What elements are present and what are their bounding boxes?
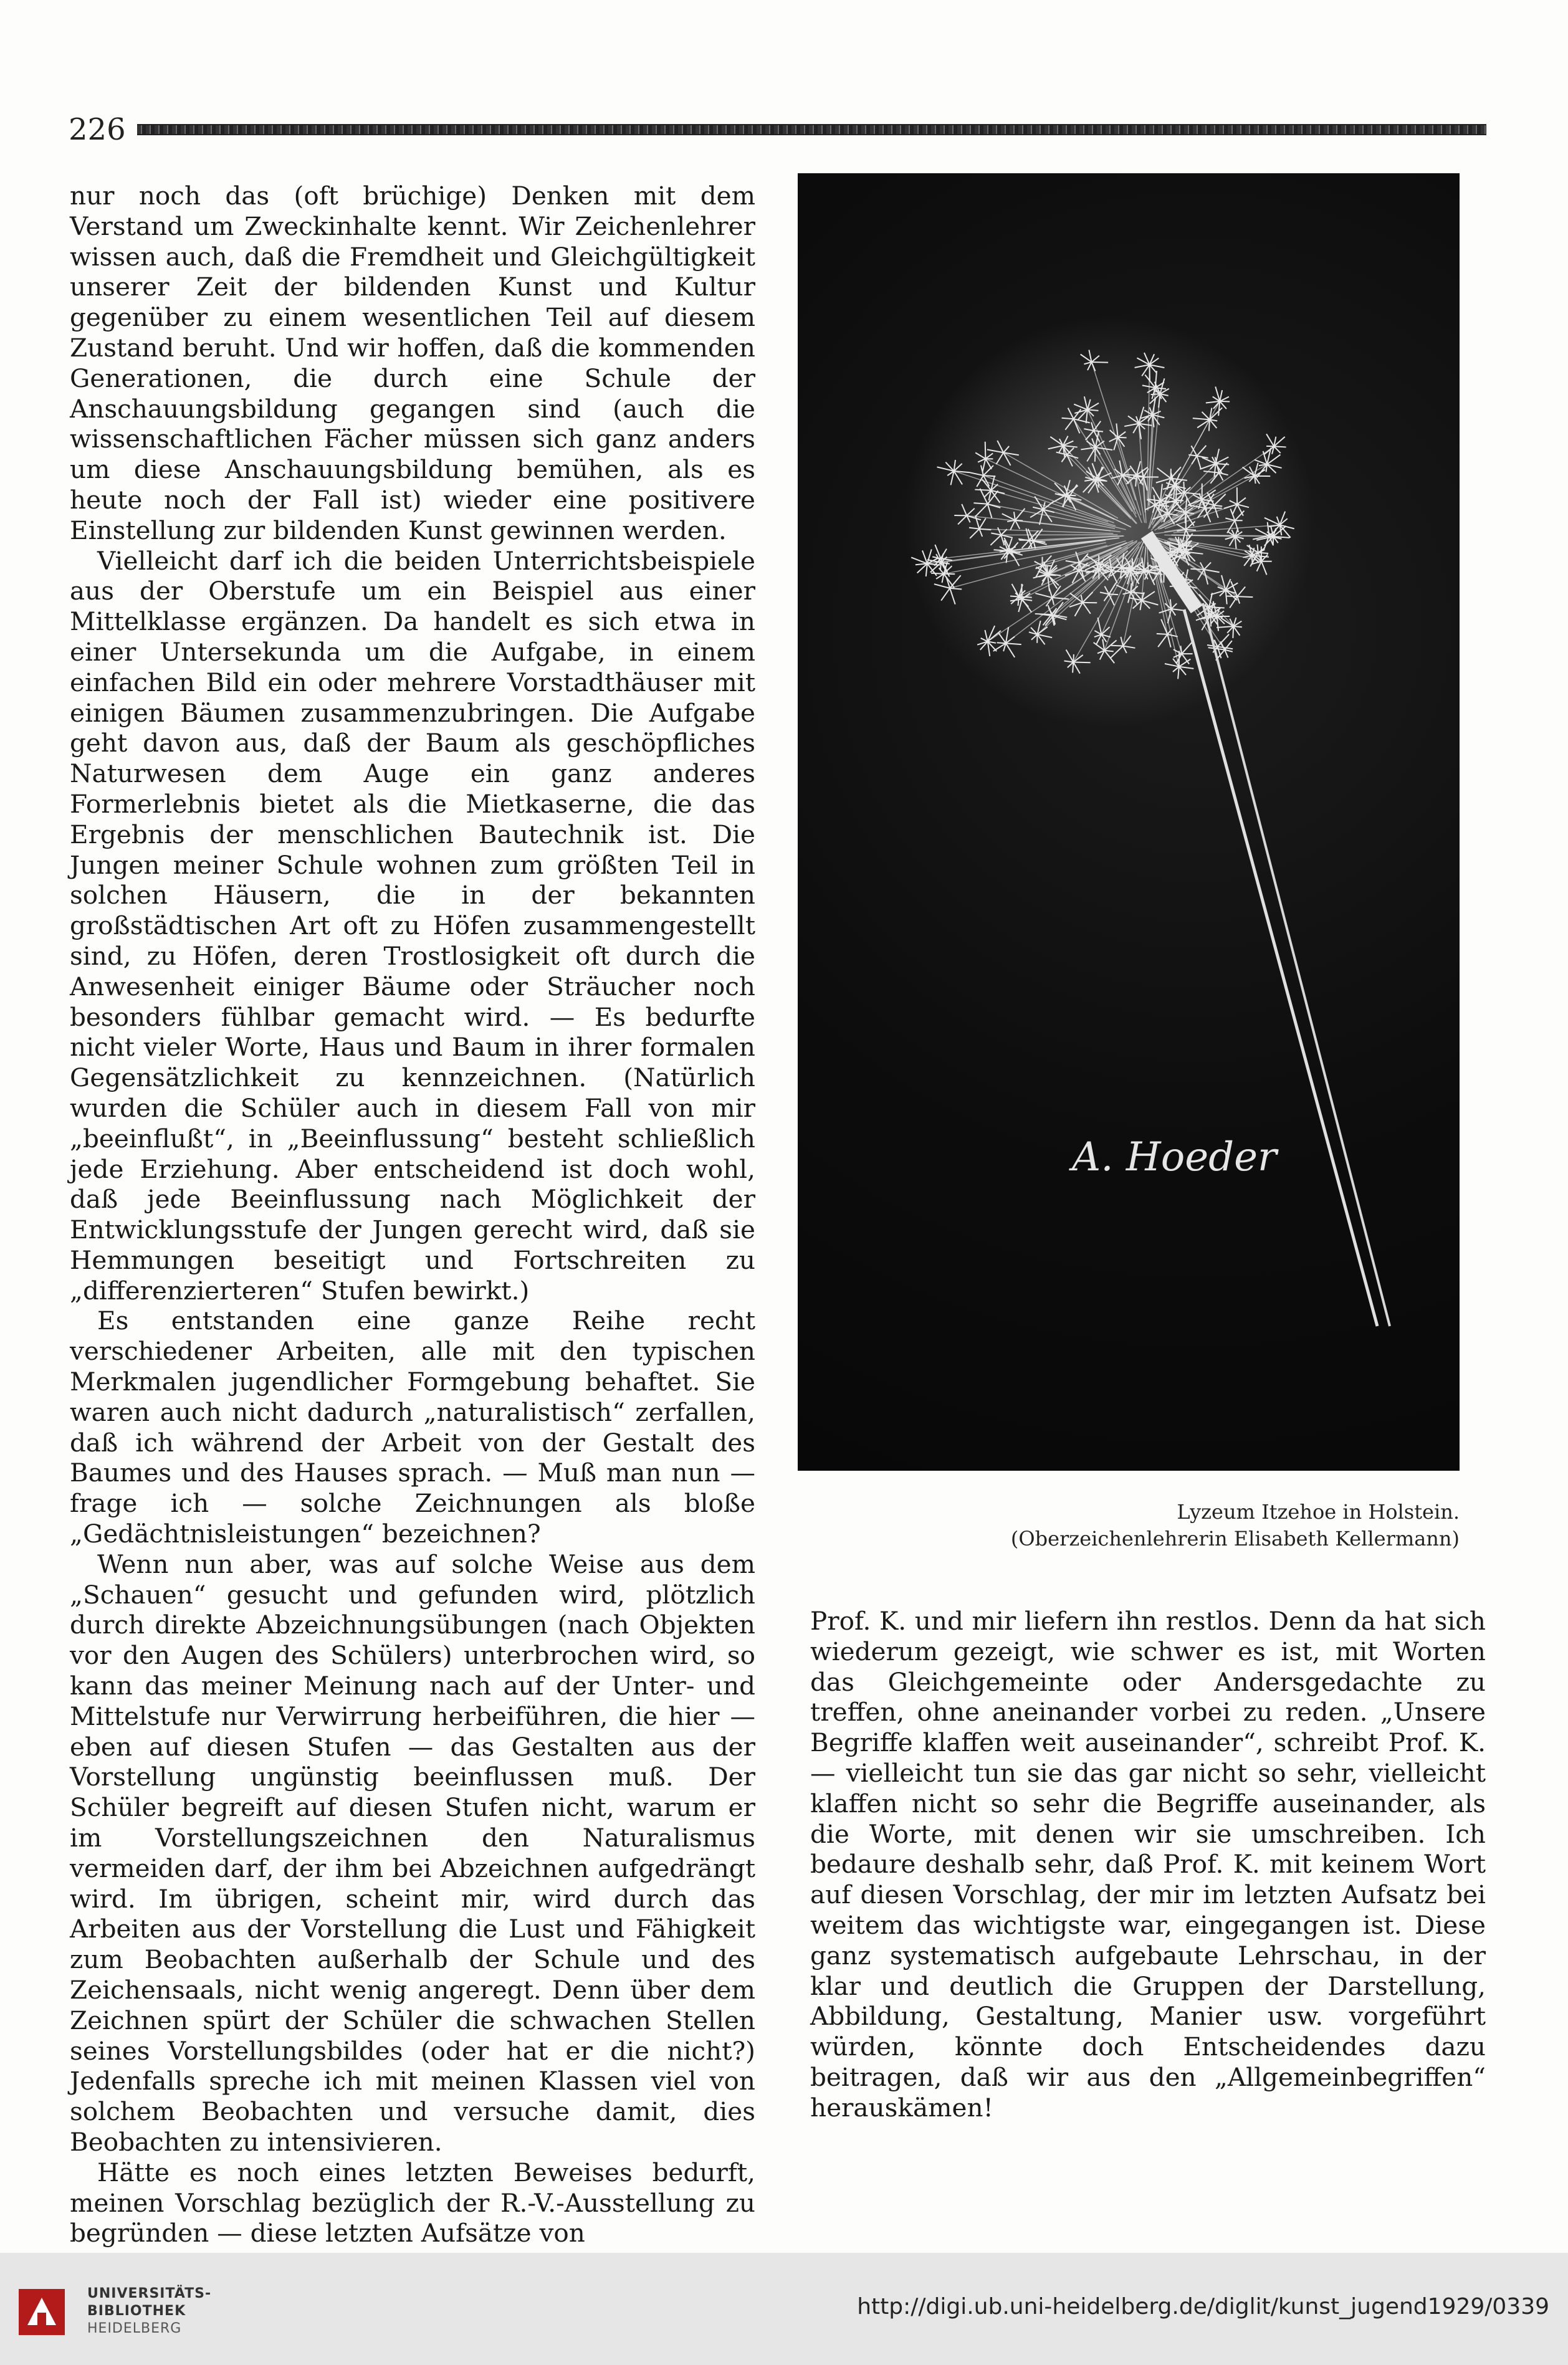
library-line-3: HEIDELBERG: [87, 2321, 182, 2336]
caption-line-1: Lyzeum Itzehoe in Holstein.: [1177, 1500, 1460, 1524]
header-rule: [137, 124, 1486, 135]
library-line-1: UNIVERSITÄTS-: [87, 2286, 212, 2301]
dandelion-drawing: [798, 173, 1460, 1471]
artist-signature: A. Hoeder: [1072, 1134, 1277, 1180]
viewer-footer: [0, 2253, 1568, 2365]
page-number: 226: [69, 112, 126, 147]
library-line-2: BIBLIOTHEK: [87, 2303, 186, 2319]
left-text-column: [70, 181, 755, 2248]
library-name: [87, 2285, 211, 2338]
caption-line-2: (Oberzeichenlehrerin Elisabeth Kellermann): [1010, 1527, 1460, 1551]
paragraph: nur noch das (oft brüchige) Denken mit dem Verstand um Zweckinhalte kennt. Wir Zeichenlehrer wissen auch, daß die Fremdheit und Gleichgültigkeit unserer Zeit der bildenden Kunst und Kultur gegenüber zu einem wesentlichen Teil auf diesem Zustand beruht. Und wir hoffen, daß die kommenden Generationen, die durch eine Schule der Anschauungsbildung gegangen sind (auch die wissenschaftlichen Fächer müssen sich ganz anders um diese Anschauungsbildung bemühen, als es heute noch der Fall ist) wieder eine positivere Einstellung zur bildenden Kunst gewinnen werden.: [70, 181, 755, 545]
paragraph: Prof. K. und mir liefern ihn restlos. Denn da hat sich wiederum gezeigt, wie schwer es ist, mit Worten das Gleichgemeinte oder Andersgedachte zu treffen, ohne aneinander vorbei zu reden. „Unsere Begriffe klaffen weit auseinander“, schreibt Prof. K. — vielleicht tun sie das gar nicht so sehr, vielleicht klaffen nicht so sehr die Begriffe auseinander, als die Worte, mit denen wir sie umschreiben. Ich bedaure deshalb sehr, daß Prof. K. mit keinem Wort auf diesen Vorschlag, der mir im letzten Aufsatz bei weitem das wichtigste war, eingegangen ist. Diese ganz systematisch aufgebaute Lehrschau, in der klar und deutlich die Gruppen der Darstellung, Abbildung, Gestaltung, Manier usw. vorgeführt würden, könnte doch Entscheidendes dazu beitragen, daß wir aus den „Allgemeinbegriffen“ herauskämen!: [810, 1606, 1486, 2123]
page-header: [69, 111, 1486, 148]
dandelion-illustration: [798, 173, 1460, 1471]
paragraph: Es entstanden eine ganze Reihe recht verschiedener Arbeiten, alle mit den typischen Merkmalen jugendlicher Formgebung behaftet. Sie waren auch nicht dadurch „naturalistisch“ zerfallen, daß ich während der Arbeit von der Gestalt des Baumes und des Hauses sprach. — Muß man nun — frage ich — solche Zeichnungen als bloße „Gedächtnisleistungen“ bezeichnen?: [70, 1306, 755, 1549]
right-text-column: [810, 1606, 1486, 2123]
figure-caption: [798, 1499, 1460, 1552]
permalink-url[interactable]: http://digi.ub.uni-heidelberg.de/diglit/kunst_jugend1929/0339: [857, 2294, 1549, 2320]
paragraph: Hätte es noch eines letzten Beweises bedurft, meinen Vorschlag bezüglich der R.-V.-Ausstellung zu begründen — diese letzten Aufsätze von: [70, 2157, 755, 2248]
paragraph: Wenn nun aber, was auf solche Weise aus dem „Schauen“ gesucht und gefunden wird, plötzlich durch direkte Abzeichnungsübungen (nach Objekten vor den Augen des Schülers) unterbrochen wird, so kann das meiner Meinung nach auf der Unter- und Mittelstufe nur Verwirrung herbeiführen, die hier — eben auf diesen Stufen — das Gestalten aus der Vorstellung ungünstig beeinflussen muß. Der Schüler begreift auf diesen Stufen nicht, warum er im Vorstellungszeichnen den Naturalismus vermeiden darf, der ihm bei Abzeichnen aufgedrängt wird. Im übrigen, scheint mir, wird durch das Arbeiten aus der Vorstellung die Lust und Fähigkeit zum Beobachten außerhalb der Schule und des Zeichensaals, nicht wenig angeregt. Denn über dem Zeichnen spürt der Schüler die schwachen Stellen seines Vorstellungsbildes (oder hat er die nicht?) Jedenfalls spreche ich mit meinen Klassen viel von solchem Beobachten und versuche damit, dies Beobachten zu intensivieren.: [70, 1549, 755, 2157]
library-logo-icon: [15, 2285, 69, 2339]
paragraph: Vielleicht darf ich die beiden Unterrichtsbeispiele aus der Oberstufe um ein Beispiel aus einer Mittelklasse ergänzen. Da handelt es sich etwa in einer Untersekunda um die Aufgabe, in einem einfachen Bild ein oder mehrere Vorstadthäuser mit einigen Bäumen zusammenzubringen. Die Aufgabe geht davon aus, daß der Baum als geschöpfliches Naturwesen dem Auge ein ganz anderes Formerlebnis bietet als die Mietkaserne, die das Ergebnis der menschlichen Bautechnik ist. Die Jungen meiner Schule wohnen zum größten Teil in solchen Häusern, die in der bekannten großstädtischen Art oft zu Höfen zusammengestellt sind, zu Höfen, deren Trostlosigkeit oft durch die Anwesenheit einiger Bäume oder Sträucher noch besonders fühlbar gemacht wird. — Es bedurfte nicht vieler Worte, Haus und Baum in ihrer formalen Gegensätzlichkeit zu kennzeichnen. (Natürlich wurden die Schüler auch in diesem Fall von mir „beeinflußt“, in „Beeinflussung“ besteht schließlich jede Erziehung. Aber entscheidend ist doch wohl, daß jede Beeinflussung nach Möglichkeit der Entwicklungsstufe der Jungen gerecht wird, daß sie Hemmungen beseitigt und Fortschreiten zu „differenzierteren“ Stufen bewirkt.): [70, 545, 755, 1306]
